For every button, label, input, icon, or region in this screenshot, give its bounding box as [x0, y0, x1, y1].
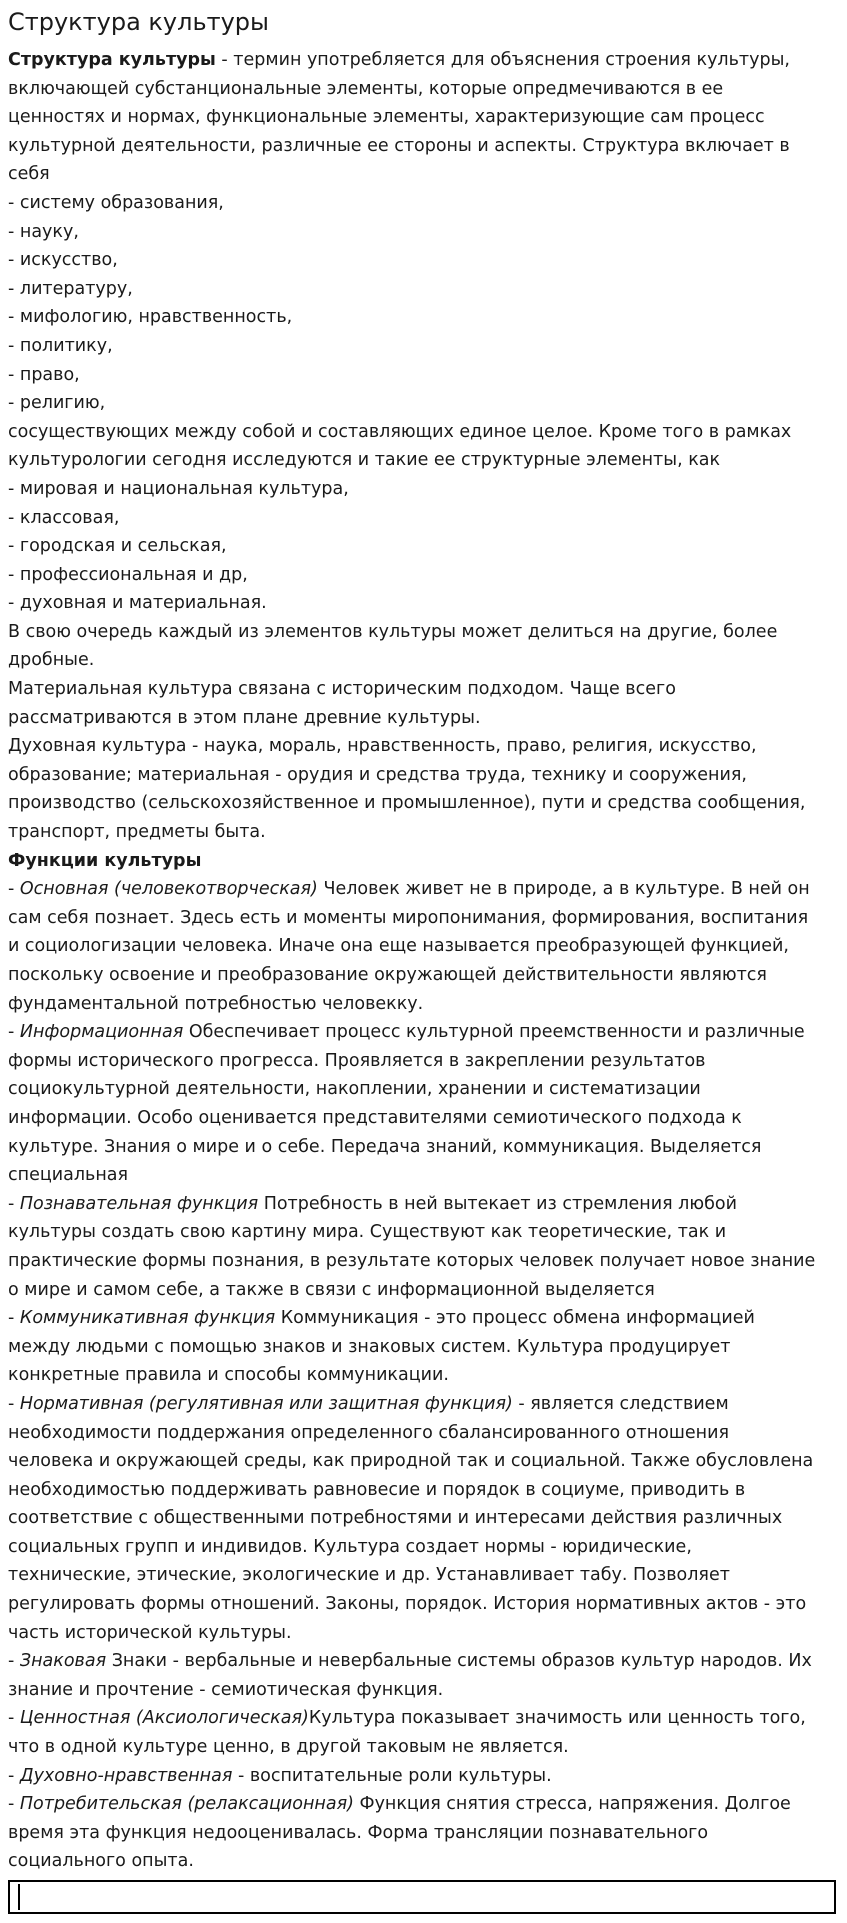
function-line: и социологизации человека. Иначе она еще называется преобразующей функцией,	[8, 936, 789, 957]
function-line: - Духовно-нравственная - воспитательные роли культуры.	[8, 1765, 552, 1786]
function-line: культуры создать свою картину мира. Существуют как теоретические, так и	[8, 1222, 727, 1243]
function-line: о мире и самом себе, а также в связи с информационной выделяется	[8, 1279, 655, 1300]
text-line: сосуществующих между собой и составляющих единое целое. Кроме того в рамках	[8, 421, 792, 442]
list-item: - искусство,	[8, 250, 118, 271]
function-name: Ценностная (Аксиологическая)	[19, 1708, 309, 1729]
function-line: формы исторического прогресса. Проявляется в закреплении результатов	[8, 1050, 706, 1071]
function-line: практические формы познания, в результате которых человек получает новое знание	[8, 1250, 816, 1271]
list-item: - политику,	[8, 335, 113, 356]
list-item: - городская и сельская,	[8, 536, 227, 557]
text-line: дробные.	[8, 650, 95, 671]
function-line: человека и окружающей среды, как природной так и социальной. Также обусловлена	[8, 1451, 814, 1472]
text-cursor	[18, 1884, 20, 1910]
list-item: - духовная и материальная.	[8, 593, 267, 614]
text-line: транспорт, предметы быта.	[8, 822, 266, 843]
function-line: фундаментальной потребностью человекку.	[8, 993, 424, 1014]
intro-term: Структура культуры	[8, 50, 216, 70]
function-line: между людьми с помощью знаков и знаковых систем. Культура продуцирует	[8, 1336, 731, 1357]
list-item: - литературу,	[8, 278, 133, 299]
function-line: соответствие с общественными потребностями и интересами действия различных	[8, 1508, 783, 1529]
function-name: Нормативная (регулятивная или защитная функция)	[19, 1393, 513, 1414]
function-name: Познавательная функция	[19, 1193, 259, 1214]
function-line: - Знаковая Знаки - вербальные и невербальные системы образов культур народов. Их	[8, 1651, 812, 1672]
list-item: - мировая и национальная культура,	[8, 478, 349, 499]
function-name: Информационная	[19, 1022, 184, 1043]
functions-heading-text: Функции культуры	[8, 850, 202, 871]
function-line: сам себя познает. Здесь есть и моменты миропонимания, формирования, воспитания	[8, 907, 809, 928]
function-line: регулировать формы отношений. Законы, порядок. История нормативных актов - это	[8, 1594, 807, 1615]
function-line: что в одной культуре ценно, в другой таковым не является.	[8, 1737, 569, 1758]
functions-heading	[8, 847, 842, 876]
function-line: социокультурной деятельности, накоплении, хранении и систематизации	[8, 1079, 701, 1100]
text-line: производство (сельскохозяйственное и промышленное), пути и средства сообщения,	[8, 793, 806, 814]
text-line: В свою очередь каждый из элементов культуры может делиться на другие, более	[8, 621, 778, 642]
list-item: - науку,	[8, 221, 79, 242]
text-line: Духовная культура - наука, мораль, нравственность, право, религия, искусство,	[8, 736, 757, 757]
function-line: - Нормативная (регулятивная или защитная функция) - является следствием	[8, 1393, 729, 1414]
function-line: культуре. Знания о мире и о себе. Передача знаний, коммуникация. Выделяется	[8, 1136, 762, 1157]
text-line: образование; материальная - орудия и средства труда, технику и сооружения,	[8, 764, 747, 785]
function-line: конкретные правила и способы коммуникации.	[8, 1365, 449, 1386]
function-line: - Познавательная функция Потребность в ней вытекает из стремления любой	[8, 1193, 737, 1214]
function-name: Духовно-нравственная	[19, 1765, 233, 1786]
function-line: - Информационная Обеспечивает процесс культурной преемственности и различные	[8, 1022, 805, 1043]
function-line: - Потребительская (релаксационная) Функция снятия стресса, напряжения. Долгое	[8, 1794, 791, 1815]
function-name: Коммуникативная функция	[19, 1308, 276, 1329]
function-line: технические, этические, экологические и др. Устанавливает табу. Позволяет	[8, 1565, 730, 1586]
intro-line: включающей субстанциональные элементы, которые опредмечиваются в ее	[8, 78, 724, 99]
list-item: - систему образования,	[8, 192, 224, 213]
text-line: культурологии сегодня исследуются и такие ее структурные элементы, как	[8, 450, 721, 471]
list-item: - мифологию, нравственность,	[8, 307, 293, 328]
function-line: - Ценностная (Аксиологическая)Культура показывает значимость или ценность того,	[8, 1708, 806, 1729]
intro-line: ценностях и нормах, функциональные элементы, характеризующие сам процесс	[8, 107, 765, 128]
function-line: - Коммуникативная функция Коммуникация - это процесс обмена информацией	[8, 1308, 755, 1329]
function-line: необходимости поддержания определенного сбалансированного отношения	[8, 1422, 729, 1443]
function-line: часть исторической культуры.	[8, 1622, 292, 1643]
text-line: рассматриваются в этом плане древние культуры.	[8, 707, 481, 728]
page-title: Структура культуры	[8, 8, 269, 36]
function-line: социальных групп и индивидов. Культура создает нормы - юридические,	[8, 1536, 692, 1557]
list-item: - право,	[8, 364, 80, 385]
article-body	[8, 46, 842, 1876]
text-input-box[interactable]	[8, 1880, 836, 1914]
function-line: необходимостью поддерживать равновесие и порядок в социуме, приводить в	[8, 1479, 746, 1500]
list-item: - классовая,	[8, 507, 120, 528]
intro-line: Структура культуры - термин употребляется для объяснения строения культуры,	[8, 50, 790, 70]
function-line: - Основная (человекотворческая) Человек живет не в природе, а в культуре. В ней он	[8, 879, 810, 900]
function-line: знание и прочтение - семиотическая функция.	[8, 1679, 444, 1700]
list-item: - профессиональная и др,	[8, 564, 248, 585]
function-line: социального опыта.	[8, 1851, 194, 1872]
function-name: Знаковая	[19, 1651, 107, 1672]
text-line: Материальная культура связана с историческим подходом. Чаще всего	[8, 679, 676, 700]
function-name: Основная (человекотворческая)	[19, 879, 318, 900]
intro-line: культурной деятельности, различные ее стороны и аспекты. Структура включает в	[8, 135, 790, 156]
function-line: специальная	[8, 1165, 129, 1186]
function-line: поскольку освоение и преобразование окружающей действительности являются	[8, 965, 767, 985]
function-line: информации. Особо оценивается представителями семиотического подхода к	[8, 1107, 742, 1128]
function-line: время эта функция недооценивалась. Форма трансляции познавательного	[8, 1822, 709, 1843]
intro-line: себя	[8, 164, 50, 185]
function-name: Потребительская (релаксационная)	[19, 1794, 354, 1815]
list-item: - религию,	[8, 393, 106, 414]
